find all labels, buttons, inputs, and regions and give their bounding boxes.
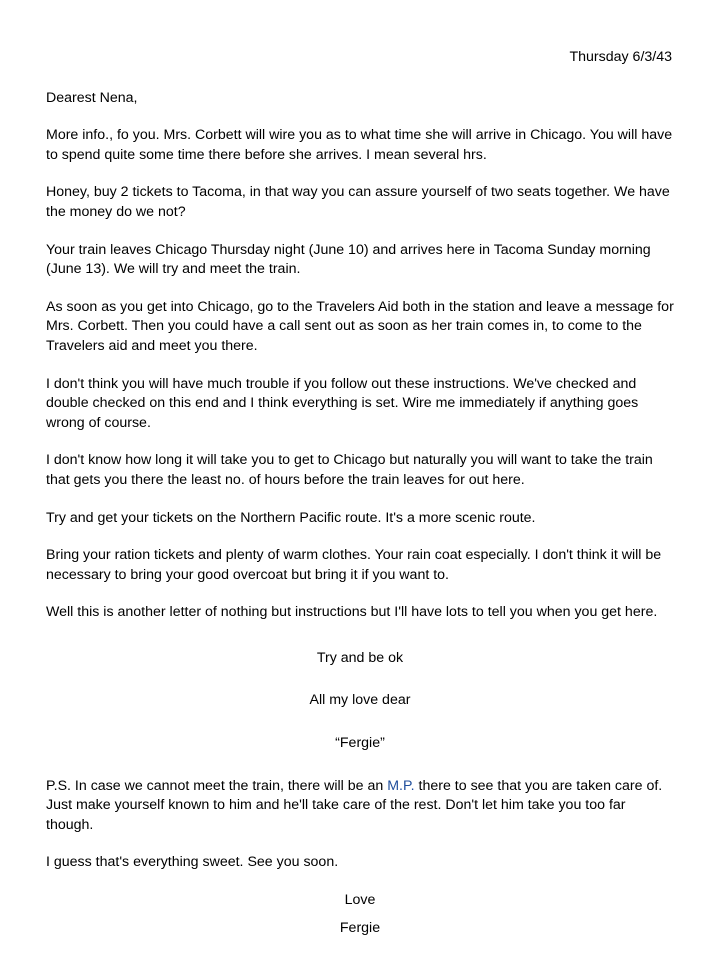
- postscript-text-after: there to see that you are taken care of. Just make yourself known to him and he'll take care of the rest. Don't let him take you too far though.: [46, 777, 663, 833]
- paragraph-5: I don't think you will have much trouble if you follow out these instructions. We've checked and double checked on this end and I think everything is set. Wire me immediately if anything goes wrong of course.: [46, 375, 639, 431]
- paragraph-9: Well this is another letter of nothing but instructions but I'll have lots to tell you when you get here.: [46, 604, 658, 621]
- final-paragraph: I guess that's everything sweet. See you soon.: [46, 854, 339, 871]
- paragraph-3: Your train leaves Chicago Thursday night (June 10) and arrives here in Tacoma Sunday morning (June 13). We will try and meet the train.: [46, 241, 651, 278]
- postscript-mp-mention: M.P.: [387, 777, 415, 794]
- postscript-text-before: P.S. In case we cannot meet the train, there will be an: [46, 777, 388, 794]
- closing-signature-quoted: “Fergie”: [335, 735, 385, 752]
- date-line: Thursday 6/3/43: [569, 49, 672, 65]
- paragraph-7: Try and get your tickets on the Northern Pacific route. It's a more scenic route.: [46, 509, 536, 526]
- sign-off: Love: [344, 892, 376, 909]
- closing-line-1: Try and be ok: [316, 649, 404, 666]
- paragraph-6: I don't know how long it will take you to get to Chicago but naturally you will want to take the train that gets you there the least no. of hours before the train leaves for out here.: [46, 452, 653, 488]
- closing-line-2: All my love dear: [309, 692, 411, 709]
- paragraph-1: More info., fo you. Mrs. Corbett will wire you as to what time she will arrive in Chicago. You will have to spend quite some time there before she arrives. I mean several hrs.: [46, 127, 673, 163]
- salutation: Dearest Nena,: [46, 89, 138, 106]
- paragraph-2: Honey, buy 2 tickets to Tacoma, in that way you can assure yourself of two seats together. We have the money do we not?: [46, 184, 670, 220]
- paragraph-4: As soon as you get into Chicago, go to the Travelers Aid both in the station and leave a message for Mrs. Corbett. Then you could have a call sent out as soon as her train comes in, to come to the Travelers aid and meet you there.: [46, 298, 674, 354]
- paragraph-8: Bring your ration tickets and plenty of warm clothes. Your rain coat especially. I don't think it will be necessary to bring your good overcoat but bring it if you want to.: [46, 547, 662, 583]
- signature: Fergie: [339, 919, 381, 936]
- postscript: [46, 777, 674, 836]
